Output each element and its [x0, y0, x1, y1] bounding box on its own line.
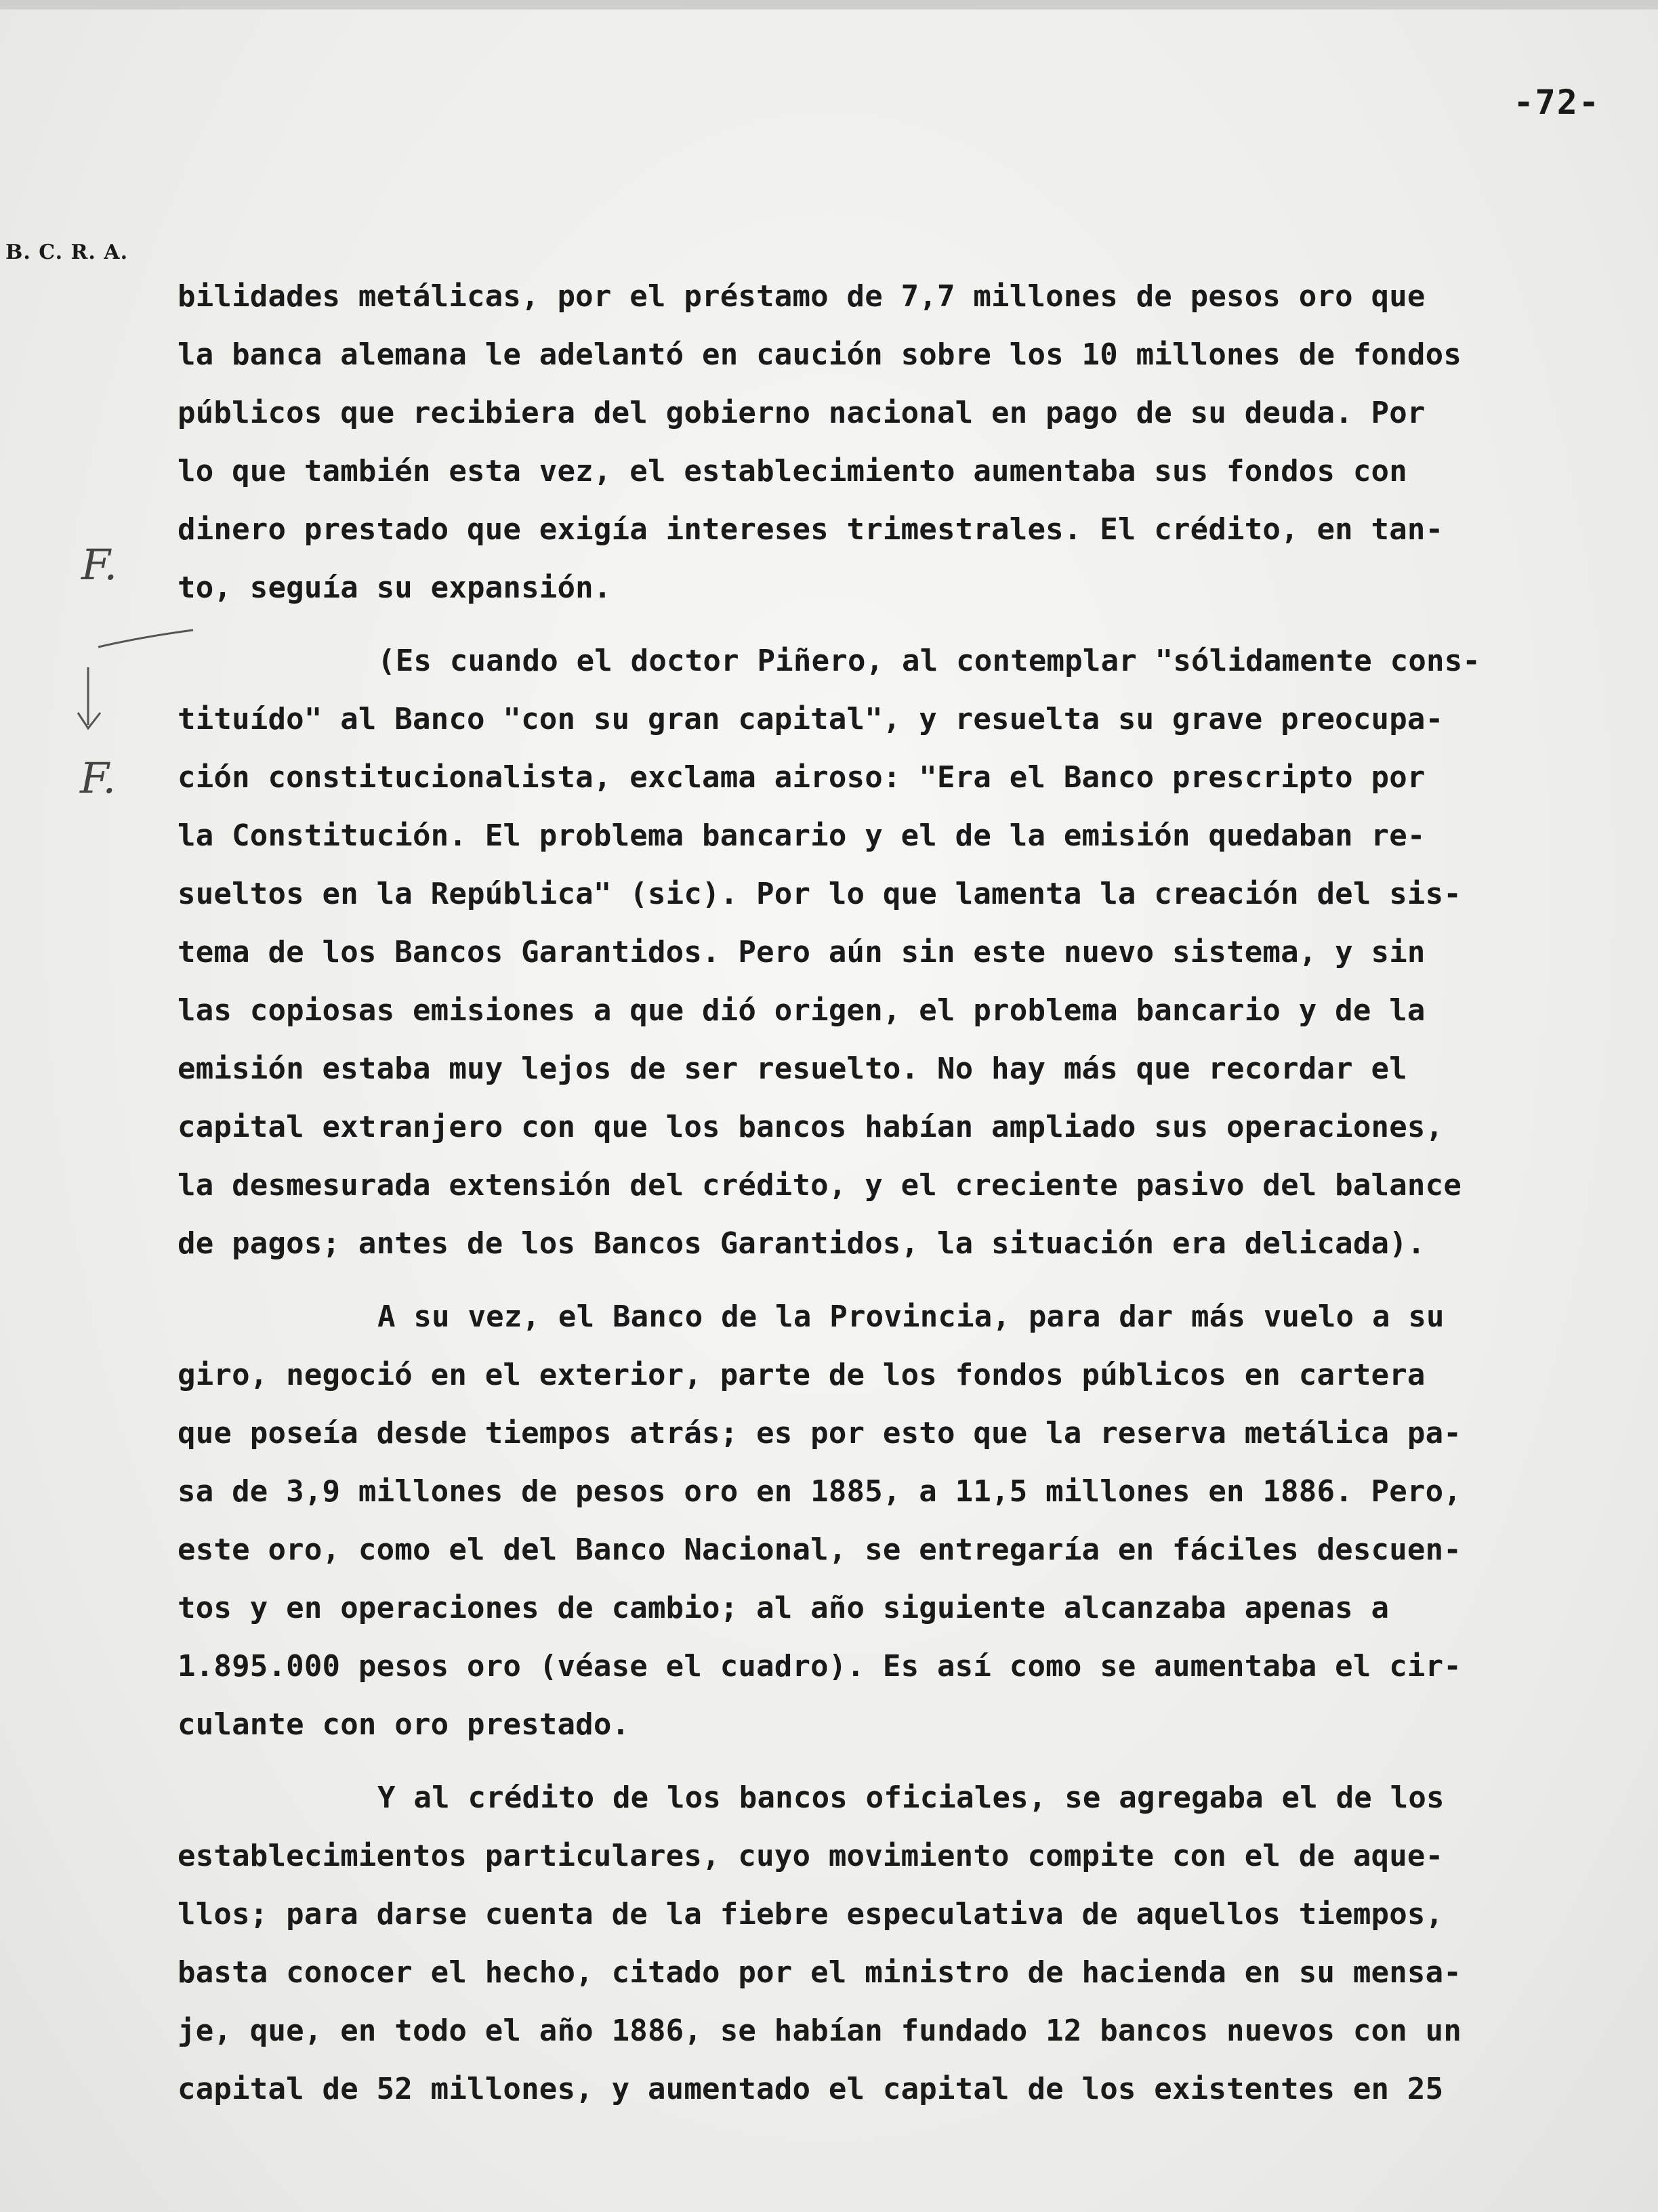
text-line: to, seguía su expansión.	[178, 570, 612, 605]
bcra-stamp: B. C. R. A.	[5, 241, 129, 264]
text-line: que poseía desde tiempos atrás; es por esto que la reserva metálica pa-	[178, 1416, 1462, 1451]
text-line: giro, negoció en el exterior, parte de los fondos públicos en cartera	[178, 1358, 1426, 1392]
page-top-edge	[0, 0, 1658, 9]
text-line: sueltos en la República" (sic). Por lo que lamenta la creación del sis-	[178, 877, 1462, 911]
text-line: capital extranjero con que los bancos habían ampliado sus operaciones,	[178, 1110, 1444, 1144]
text-line: la desmesurada extensión del crédito, y el creciente pasivo del balance	[178, 1168, 1462, 1203]
text-line: 1.895.000 pesos oro (véase el cuadro). Es así como se aumentaba el cir-	[178, 1649, 1462, 1684]
text-line: tema de los Bancos Garantidos. Pero aún sin este nuevo sistema, y sin	[178, 935, 1426, 969]
text-line: públicos que recibiera del gobierno nacional en pago de su deuda. Por	[178, 396, 1426, 430]
text-line: (Es cuando el doctor Piñero, al contemplar "sólidamente cons-	[377, 644, 1481, 678]
text-line: ción constitucionalista, exclama airoso: "Era el Banco prescripto por	[178, 760, 1426, 795]
text-line: tituído" al Banco "con su gran capital", y resuelta su grave preocupa-	[178, 702, 1444, 736]
text-line: este oro, como el del Banco Nacional, se entregaría en fáciles descuen-	[178, 1532, 1462, 1567]
body-text	[178, 268, 1648, 2119]
margin-annotations	[61, 535, 196, 820]
margin-note-2: F.	[80, 753, 117, 803]
margin-note-1: F.	[81, 540, 118, 589]
margin-arrow-icon	[78, 667, 100, 728]
text-line: la Constitución. El problema bancario y el de la emisión quedaban re-	[178, 818, 1426, 853]
text-line: A su vez, el Banco de la Provincia, para dar más vuelo a su	[377, 1299, 1445, 1334]
text-line: basta conocer el hecho, citado por el ministro de hacienda en su mensa-	[178, 1955, 1462, 1990]
page-number: -72-	[1513, 83, 1600, 122]
text-line: bilidades metálicas, por el préstamo de 7,7 millones de pesos oro que	[178, 279, 1426, 314]
text-line: establecimientos particulares, cuyo movimiento compite con el de aque-	[178, 1839, 1444, 1873]
text-line: Y al crédito de los bancos oficiales, se agregaba el de los	[377, 1780, 1445, 1815]
text-line: de pagos; antes de los Bancos Garantidos, la situación era delicada).	[178, 1226, 1426, 1261]
margin-handwriting	[61, 535, 196, 820]
text-line: sa de 3,9 millones de pesos oro en 1885, a 11,5 millones en 1886. Pero,	[178, 1474, 1462, 1509]
text-line: emisión estaba muy lejos de ser resuelto. No hay más que recordar el	[178, 1051, 1407, 1086]
text-line: las copiosas emisiones a que dió origen, el problema bancario y de la	[178, 993, 1426, 1028]
text-line: je, que, en todo el año 1886, se habían fundado 12 bancos nuevos con un	[178, 2013, 1462, 2048]
text-line: lo que también esta vez, el establecimiento aumentaba sus fondos con	[178, 454, 1407, 488]
text-line: dinero prestado que exigía intereses trimestrales. El crédito, en tan-	[178, 512, 1444, 547]
text-line: tos y en operaciones de cambio; al año siguiente alcanzaba apenas a	[178, 1591, 1390, 1625]
text-line: capital de 52 millones, y aumentado el capital de los existentes en 25	[178, 2072, 1444, 2106]
text-line: culante con oro prestado.	[178, 1707, 630, 1742]
text-line: la banca alemana le adelantó en caución sobre los 10 millones de fondos	[178, 337, 1462, 372]
text-line: llos; para darse cuenta de la fiebre especulativa de aquellos tiempos,	[178, 1897, 1444, 1932]
